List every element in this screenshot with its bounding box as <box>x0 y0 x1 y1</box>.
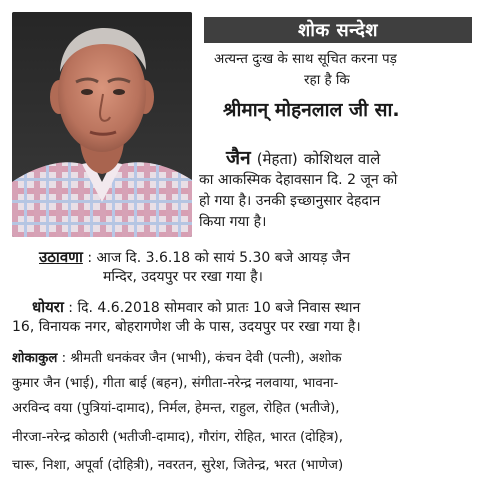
uthavna-line-2: मन्दिर, उदयपुर पर रखा गया है। <box>103 269 263 285</box>
uthavna-label: उठावणा <box>39 248 83 266</box>
mourners-line-1 <box>12 350 342 368</box>
dhoyra-line-1 <box>32 298 360 317</box>
mourners-line-5: चारू, निशा, अपूर्वा (दोहित्री), नवरतन, सुरेश, जितेन्द्र, भरत (भाणेज) <box>12 458 344 473</box>
mourners-line-2: कुमार जैन (भाई), गीता बाई (बहन), संगीता-नरेन्द्र नलवाया, भावना- <box>12 376 339 391</box>
banner-title-text: शोक सन्देश <box>297 20 379 41</box>
banner-title <box>204 17 472 43</box>
dhoyra-line-2: 16, विनायक नगर, बोहरागणेश जी के पास, उदयपुर पर रखा गया है। <box>12 319 361 335</box>
uthavna-line-1 <box>39 248 350 267</box>
dhoyra-text-1: : दि. 4.6.2018 सोमवार को प्रातः 10 बजे निवास स्थान <box>68 300 361 316</box>
mourners-line-3: अरविन्द वया (पुत्रियां-दामाद), निर्मल, हेमन्त, राहुल, रोहित (भतीजे), <box>12 401 340 416</box>
notice-line-1: का आकस्मिक देहावसान दि. 2 जून को <box>199 172 398 188</box>
notice-line-3: किया गया है। <box>199 214 267 230</box>
mourners-text-1: : श्रीमती धनकंवर जैन (भाभी), कंचन देवी (पत्नी), अशोक <box>61 351 342 366</box>
notice-line-2: हो गया है। उनकी इच्छानुसार देहदान <box>199 193 381 209</box>
portrait-photo <box>12 12 192 237</box>
deceased-surname: जैन <box>226 147 251 169</box>
dhoyra-label: धोयरा <box>32 298 64 316</box>
intro-line-2: रहा है कि <box>304 72 350 88</box>
uthavna-text-1: : आज दि. 3.6.18 को सायं 5.30 बजे आयड़ जैन <box>87 250 351 266</box>
portrait-image <box>12 12 192 237</box>
intro-line-1: अत्यन्त दुःख के साथ सूचित करना पड़ <box>214 51 397 67</box>
mourners-line-4: नीरजा-नरेन्द्र कोठारी (भतीजी-दामाद), गौरांग, रोहित, भारत (दोहित्र), <box>12 430 343 445</box>
mourners-label: शोकाकुल <box>12 351 58 366</box>
deceased-name-line-2 <box>226 147 380 170</box>
deceased-gotra: (मेहता) <box>256 150 298 168</box>
deceased-origin: कोशिथल वाले <box>303 150 381 168</box>
deceased-name-line-1: श्रीमान् मोहनलाल जी सा. <box>223 99 400 121</box>
